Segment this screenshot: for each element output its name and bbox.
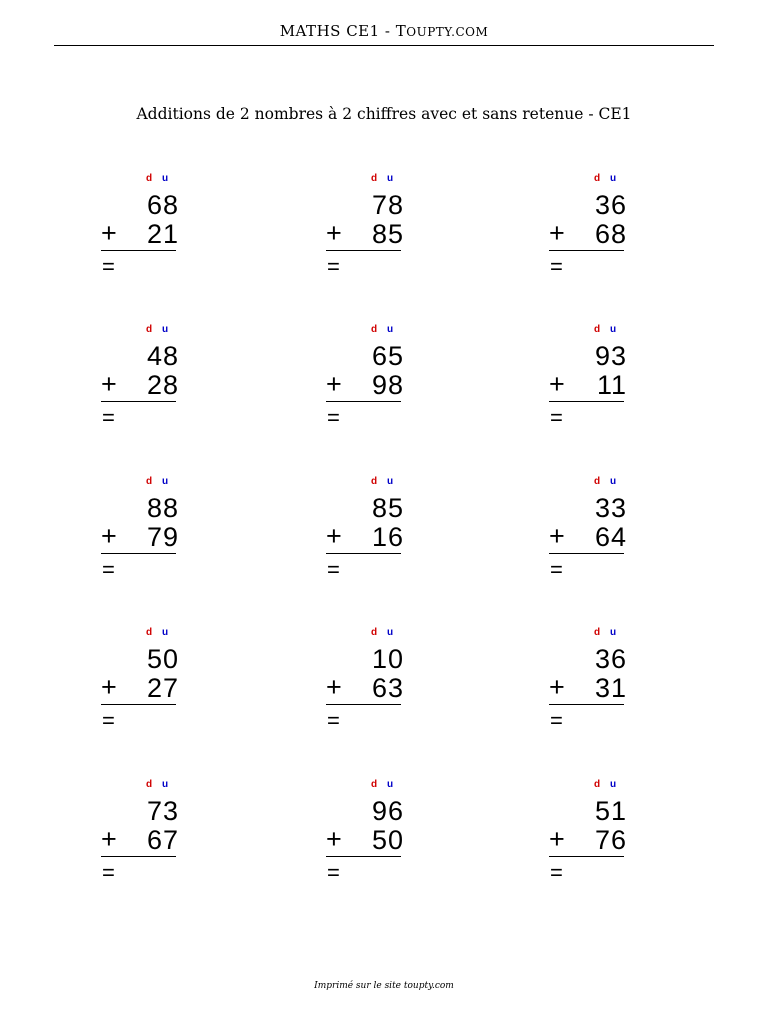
second-addend: 28 (146, 370, 179, 400)
plus-sign: + (101, 521, 117, 551)
units-column-label: u (610, 324, 617, 335)
addition-problem (549, 477, 629, 587)
tens-column-label: d (146, 779, 153, 790)
tens-column-label: d (146, 627, 153, 638)
tens-column-label: d (371, 173, 378, 184)
equals-sign: = (102, 254, 115, 279)
equals-sign: = (327, 405, 340, 430)
second-addend: 11 (596, 370, 627, 400)
units-column-label: u (162, 627, 169, 638)
sum-line (326, 704, 401, 705)
second-addend: 76 (594, 825, 627, 855)
equals-sign: = (550, 557, 563, 582)
tens-column-label: d (371, 627, 378, 638)
addition-problem (326, 174, 406, 284)
first-addend: 51 (594, 796, 627, 826)
second-addend: 64 (594, 522, 627, 552)
tens-column-label: d (146, 173, 153, 184)
equals-sign: = (550, 405, 563, 430)
units-column-label: u (610, 476, 617, 487)
units-column-label: u (162, 324, 169, 335)
header-site-rest: OUPTY.COM (406, 25, 489, 39)
units-column-label: u (162, 476, 169, 487)
equals-sign: = (327, 860, 340, 885)
addition-problem (549, 325, 629, 435)
equals-sign: = (550, 254, 563, 279)
equals-sign: = (327, 254, 340, 279)
plus-sign: + (549, 218, 565, 248)
sum-line (549, 401, 624, 402)
addition-problem (549, 780, 629, 890)
second-addend: 98 (371, 370, 404, 400)
plus-sign: + (549, 521, 565, 551)
units-column-label: u (162, 173, 169, 184)
units-column-label: u (610, 627, 617, 638)
plus-sign: + (549, 369, 565, 399)
sum-line (326, 401, 401, 402)
units-column-label: u (387, 173, 394, 184)
units-column-label: u (387, 476, 394, 487)
addition-problem (549, 628, 629, 738)
first-addend: 73 (146, 796, 179, 826)
sum-line (326, 250, 401, 251)
addition-problem (326, 780, 406, 890)
first-addend: 36 (594, 190, 627, 220)
units-column-label: u (610, 779, 617, 790)
tens-column-label: d (371, 779, 378, 790)
second-addend: 67 (146, 825, 179, 855)
sum-line (101, 856, 176, 857)
plus-sign: + (326, 521, 342, 551)
sum-line (101, 401, 176, 402)
sum-line (326, 856, 401, 857)
sum-line (549, 856, 624, 857)
units-column-label: u (610, 173, 617, 184)
addition-problem (101, 477, 181, 587)
header-title-prefix: MATHS CE1 - (279, 22, 396, 40)
sum-line (101, 704, 176, 705)
plus-sign: + (326, 218, 342, 248)
plus-sign: + (549, 672, 565, 702)
addition-problem (549, 174, 629, 284)
equals-sign: = (102, 860, 115, 885)
first-addend: 78 (371, 190, 404, 220)
tens-column-label: d (594, 627, 601, 638)
equals-sign: = (102, 708, 115, 733)
second-addend: 31 (594, 673, 627, 703)
addition-problem (101, 325, 181, 435)
tens-column-label: d (146, 324, 153, 335)
sum-line (101, 250, 176, 251)
second-addend: 79 (146, 522, 179, 552)
first-addend: 10 (371, 644, 404, 674)
second-addend: 85 (371, 219, 404, 249)
page-footer: Imprimé sur le site toupty.com (314, 981, 454, 991)
second-addend: 16 (371, 522, 404, 552)
sum-line (549, 704, 624, 705)
equals-sign: = (102, 405, 115, 430)
tens-column-label: d (594, 476, 601, 487)
sum-line (326, 553, 401, 554)
plus-sign: + (326, 672, 342, 702)
tens-column-label: d (594, 324, 601, 335)
second-addend: 68 (594, 219, 627, 249)
sum-line (549, 553, 624, 554)
first-addend: 65 (371, 341, 404, 371)
plus-sign: + (326, 369, 342, 399)
first-addend: 85 (371, 493, 404, 523)
second-addend: 63 (371, 673, 404, 703)
addition-problem (101, 780, 181, 890)
equals-sign: = (550, 860, 563, 885)
equals-sign: = (550, 708, 563, 733)
tens-column-label: d (371, 476, 378, 487)
first-addend: 93 (594, 341, 627, 371)
addition-problem (326, 477, 406, 587)
plus-sign: + (101, 218, 117, 248)
second-addend: 21 (146, 219, 179, 249)
plus-sign: + (549, 824, 565, 854)
worksheet-subtitle: Additions de 2 nombres à 2 chiffres avec et sans retenue - CE1 (136, 105, 632, 123)
tens-column-label: d (594, 173, 601, 184)
second-addend: 27 (146, 673, 179, 703)
addition-problem (326, 628, 406, 738)
first-addend: 88 (146, 493, 179, 523)
units-column-label: u (387, 627, 394, 638)
first-addend: 48 (146, 341, 179, 371)
plus-sign: + (326, 824, 342, 854)
second-addend: 50 (371, 825, 404, 855)
sum-line (101, 553, 176, 554)
addition-problem (101, 628, 181, 738)
tens-column-label: d (594, 779, 601, 790)
tens-column-label: d (146, 476, 153, 487)
plus-sign: + (101, 672, 117, 702)
tens-column-label: d (371, 324, 378, 335)
addition-problem (326, 325, 406, 435)
first-addend: 96 (371, 796, 404, 826)
addition-problem (101, 174, 181, 284)
units-column-label: u (387, 324, 394, 335)
equals-sign: = (102, 557, 115, 582)
first-addend: 36 (594, 644, 627, 674)
first-addend: 68 (146, 190, 179, 220)
equals-sign: = (327, 557, 340, 582)
plus-sign: + (101, 824, 117, 854)
header-site-initial: T (395, 22, 407, 40)
units-column-label: u (162, 779, 169, 790)
first-addend: 33 (594, 493, 627, 523)
equals-sign: = (327, 708, 340, 733)
units-column-label: u (387, 779, 394, 790)
first-addend: 50 (146, 644, 179, 674)
sum-line (549, 250, 624, 251)
plus-sign: + (101, 369, 117, 399)
